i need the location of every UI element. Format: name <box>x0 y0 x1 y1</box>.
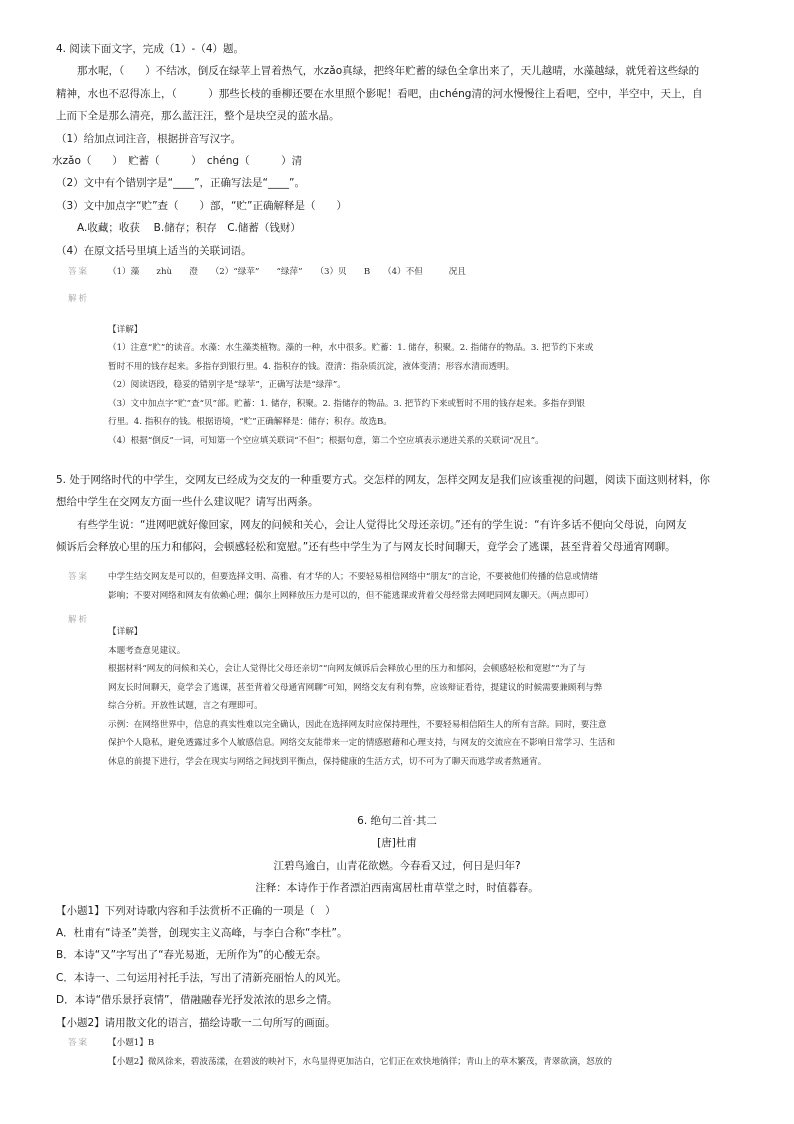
answer-6-line-2: 【小题2】微风徐来，碧波荡漾，在碧波的映衬下，水鸟显得更加洁白，它们正在欢快地徜徉；青山上的草木繁茂，青翠欲滴，怒放的 <box>108 1056 612 1067</box>
answer-6 <box>68 1034 728 1071</box>
answer-4 <box>68 263 728 450</box>
option-d: D．本诗“借乐景抒哀情”，借融融春光抒发浓浓的思乡之情。 <box>56 994 338 1007</box>
question-6-sub-2: 【小题2】请用散文化的语言，描绘诗歌一二句所写的画面。 <box>56 1016 336 1029</box>
analysis-label: 解析 <box>68 294 90 304</box>
question-5-line-4: 倾诉后会释放心里的压力和郁闷，会顿感轻松和宽慰。”还有些中学生为了与网友长时间聊天，竟学会了逃课，甚至背着父母通宵网聊。 <box>56 541 676 554</box>
detail-line: （4）根据“倒反”一词，可知第一个空应填关联词“不但”；根据句意，第二个空应填表示递进关系的关联词“况且”。 <box>108 435 544 446</box>
answer-label: 答案 <box>68 1038 90 1048</box>
answer-5-detail <box>108 623 728 771</box>
detail-line: 暂时不用的钱存起来。多指存到银行里。4. 指积存的钱。澄清：指杂质沉淀，液体变清；形容水清而透明。 <box>108 361 515 372</box>
question-4-passage-line-1: 那水呢，（ ）不结冰，倒反在绿苹上冒着热气，水zǎo真绿，把终年贮蓄的绿色全拿出来了，天儿越晴，水藻越绿，就凭着这些绿的 <box>77 65 700 78</box>
question-4-passage-line-3: 上而下全是那么清亮，那么蓝汪汪，整个是块空灵的蓝水晶。 <box>56 110 340 123</box>
answer-5-line: 影响；不要对网络和网友有依赖心理；偶尔上网释放压力是可以的，但不能逃课或背着父母经常去网吧同网友聊天。（两点即可） <box>108 590 594 601</box>
detail-line: 网友长时间聊天，竟学会了逃课，甚至背着父母通宵网聊”可知，网络交友有利有弊，应该辩证看待，提建议的时候需要兼顾利与弊 <box>108 682 603 693</box>
detail-line: 休息的前提下进行，学会在现实与网络之间找到平衡点，保持健康的生活方式，切不可为了聊天而逃学或者熬通宵。 <box>108 756 547 767</box>
answer-label: 答案 <box>68 267 90 277</box>
analysis-label: 解析 <box>68 615 90 625</box>
detail-line: 保护个人隐私，避免透露过多个人敏感信息。网络交友能带来一定的情感慰藉和心理支持，与网友的交流应在不影响日常学习、生活和 <box>108 738 616 748</box>
question-6-sub-1: 【小题1】下列对诗歌内容和手法赏析不正确的一项是（ ） <box>56 904 336 917</box>
answer-5 <box>68 568 728 771</box>
option-a: A．杜甫有“诗圣”美誉，创现实主义高峰，与李白合称“李杜”。 <box>56 927 348 940</box>
answer-4-detail <box>108 321 728 451</box>
question-4-sub-3: （3）文中加点字“贮”查（ ）部，“贮”正确解释是（ ） <box>56 199 347 212</box>
question-5 <box>56 469 738 559</box>
poem-title: 6. 绝句二首·其二 <box>357 815 437 827</box>
question-4-sub-3-options: A.收藏；收获 B.储存；积存 C.储蓄（钱财） <box>77 222 301 235</box>
detail-line: （1）注意“贮”的读音。水藻：水生藻类植物。藻的一种，水中很多。贮蓄：1. 储存，积聚。2. 指储存的物品。3. 把节约下来或 <box>108 343 594 353</box>
detail-line: 本题考查意见建议。 <box>108 645 186 656</box>
question-5-line-3: 有些学生说：“进网吧就好像回家，网友的问候和关心，会让人觉得比父母还亲切。”还有的学生说：“有许多话不便向父母说，向网友 <box>77 518 687 531</box>
question-4-title: 4. 阅读下面文字，完成（1）-（4）题。 <box>56 43 245 55</box>
question-6 <box>56 810 738 1034</box>
question-5-line-1: 5. 处于网络时代的中学生，交网友已经成为交友的一种重要方式。交怎样的网友，怎样交网友是我们应该重视的问题，阅读下面这则材料，你 <box>56 474 710 486</box>
detail-line: 示例：在网络世界中，信息的真实性难以完全确认，因此在选择网友时应保持理性，不要轻易相信陌生人的所有言辞。同时，要注意 <box>108 719 607 730</box>
detail-line: 根据材料“网友的问候和关心，会让人觉得比父母还亲切”“向网友倾诉后会释放心里的压力和郁闷，会顿感轻松和宽慰”“为了与 <box>108 664 586 674</box>
detail-line: 行里。4. 指积存的钱。根据语境，“贮”正确解释是：储存；积存。故选B。 <box>108 417 392 427</box>
detail-line: （2）阅读语段，稳妥的错别字是“绿苹”，正确写法是“绿萍”。 <box>108 380 346 390</box>
question-4-sub-1-items: 水zǎo（ ） 贮蓄（ ） chéng（ ）清 <box>52 155 303 168</box>
poem-author: [唐]杜甫 <box>377 837 417 850</box>
answer-4-text: （1）藻 zhù 澄 （2）“绿苹” “绿萍” （3）贝 B （4）不但 况且 <box>108 267 466 277</box>
detail-title: 【详解】 <box>108 324 143 335</box>
answer-label: 答案 <box>68 572 90 582</box>
answer-6-line-1: 【小题1】B <box>108 1038 155 1048</box>
question-4-sub-2: （2）文中有个错别字是“____”，正确写法是“____”。 <box>56 177 305 190</box>
answer-5-line: 中学生结交网友是可以的，但要选择文明、高雅、有才华的人；不要轻易相信网络中“朋友”的言论，不要被他们传播的信息或情绪 <box>108 572 599 582</box>
question-4 <box>52 38 738 262</box>
option-b: B．本诗“又”字写出了“春光易逝，无所作为”的心酸无奈。 <box>56 949 327 962</box>
question-4-passage-line-2: 精神，水也不忍得冻上，（ ）那些长枝的垂柳还要在水里照个影呢！看吧，由chéng清的河水慢慢往上看吧，空中，半空中，天上，自 <box>56 87 703 100</box>
question-4-sub-1: （1）给加点词注音，根据拼音写汉字。 <box>56 132 242 145</box>
poem-text: 江碧鸟逾白，山青花欲燃。今春看又过，何日是归年? <box>273 859 521 872</box>
poem-note: 注释：本诗作于作者漂泊西南寓居杜甫草堂之时，时值暮春。 <box>255 882 539 895</box>
detail-line: 综合分析。开放性试题，言之有理即可。 <box>108 701 263 711</box>
question-4-sub-4: （4）在原文括号里填上适当的关联词语。 <box>56 244 252 257</box>
question-5-line-2: 想给中学生在交网友方面一些什么建议呢？请写出两条。 <box>56 496 319 509</box>
option-c: C．本诗一、二句运用衬托手法，写出了清新亮丽怡人的风光。 <box>56 971 347 984</box>
detail-line: （3）文中加点字“贮”查“贝”部。贮蓄：1. 储存，积聚。2. 指储存的物品。3. 把节约下来或暂时不用的钱存起来。多指存到银 <box>108 398 585 409</box>
detail-title: 【详解】 <box>108 627 143 637</box>
